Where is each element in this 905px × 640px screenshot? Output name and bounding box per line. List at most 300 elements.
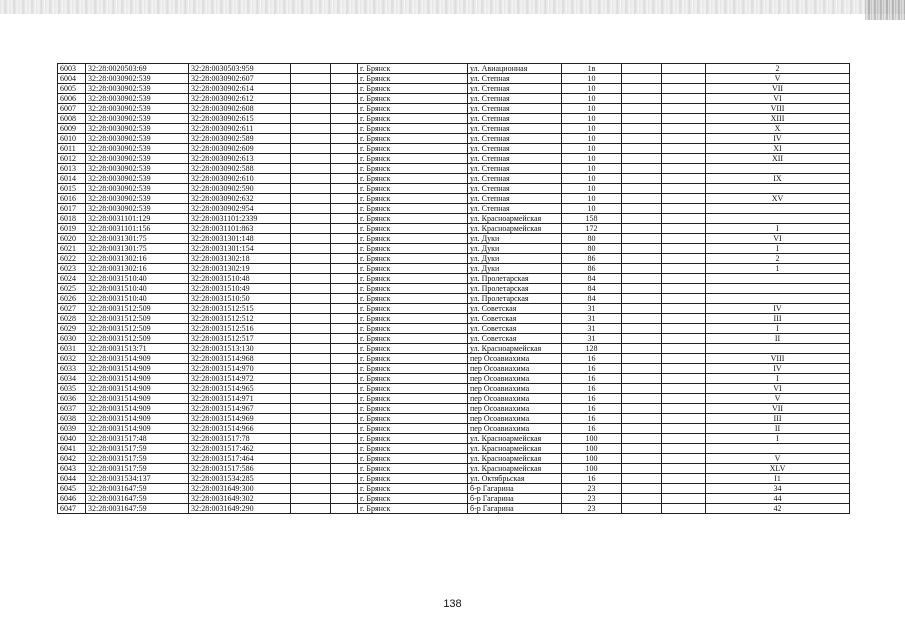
row-number: 6034	[58, 374, 86, 384]
row-number: 6013	[58, 164, 86, 174]
table-row	[58, 464, 850, 474]
table-row	[58, 504, 850, 514]
block-number: 32:28:0031514:909	[86, 374, 189, 384]
premises-number: 34	[706, 484, 850, 494]
table-row	[58, 274, 850, 284]
cadastral-number: 32:28:0030902:610	[189, 174, 291, 184]
table-row	[58, 474, 850, 484]
empty-cell	[662, 194, 706, 204]
premises-number: III	[706, 414, 850, 424]
street: пер Осоавиахима	[468, 424, 562, 434]
empty-cell	[622, 344, 662, 354]
block-number: 32:28:0031514:909	[86, 384, 189, 394]
house-number: 10	[562, 84, 622, 94]
table-row	[58, 324, 850, 334]
street: пер Осоавиахима	[468, 364, 562, 374]
empty-cell	[291, 384, 331, 394]
empty-cell	[331, 114, 358, 124]
row-number: 6042	[58, 454, 86, 464]
row-number: 6026	[58, 294, 86, 304]
empty-cell	[622, 64, 662, 74]
house-number: 16	[562, 404, 622, 414]
table-row	[58, 424, 850, 434]
house-number: 100	[562, 464, 622, 474]
empty-cell	[662, 84, 706, 94]
premises-number: VII	[706, 84, 850, 94]
empty-cell	[622, 134, 662, 144]
table-row	[58, 104, 850, 114]
empty-cell	[662, 64, 706, 74]
empty-cell	[622, 114, 662, 124]
block-number: 32:28:0031514:909	[86, 424, 189, 434]
house-number: 10	[562, 94, 622, 104]
cadastral-number: 32:28:0031517:78	[189, 434, 291, 444]
registry-table	[57, 63, 850, 514]
empty-cell	[662, 184, 706, 194]
premises-number: I	[706, 244, 850, 254]
empty-cell	[662, 404, 706, 414]
city: г. Брянск	[358, 164, 468, 174]
empty-cell	[331, 244, 358, 254]
premises-number: V	[706, 394, 850, 404]
empty-cell	[291, 224, 331, 234]
block-number: 32:28:0030902:539	[86, 134, 189, 144]
street: ул. Красноармейская	[468, 444, 562, 454]
table-row	[58, 294, 850, 304]
city: г. Брянск	[358, 304, 468, 314]
row-number: 6027	[58, 304, 86, 314]
street: пер Осоавиахима	[468, 354, 562, 364]
street: пер Осоавиахима	[468, 374, 562, 384]
table-row	[58, 164, 850, 174]
row-number: 6047	[58, 504, 86, 514]
empty-cell	[662, 434, 706, 444]
premises-number	[706, 164, 850, 174]
premises-number: 44	[706, 494, 850, 504]
empty-cell	[291, 164, 331, 174]
empty-cell	[291, 124, 331, 134]
cadastral-number: 32:28:0031302:18	[189, 254, 291, 264]
empty-cell	[662, 224, 706, 234]
empty-cell	[291, 134, 331, 144]
row-number: 6003	[58, 64, 86, 74]
cadastral-number: 32:28:0031649:300	[189, 484, 291, 494]
empty-cell	[331, 174, 358, 184]
cadastral-number: 32:28:0031649:302	[189, 494, 291, 504]
block-number: 32:28:0030902:539	[86, 124, 189, 134]
table-row	[58, 414, 850, 424]
row-number: 6029	[58, 324, 86, 334]
premises-number: 42	[706, 504, 850, 514]
empty-cell	[291, 404, 331, 414]
street: ул. Степная	[468, 154, 562, 164]
block-number: 32:28:0031534:137	[86, 474, 189, 484]
street: ул. Пролетарская	[468, 274, 562, 284]
empty-cell	[291, 264, 331, 274]
street: пер Осоавиахима	[468, 384, 562, 394]
empty-cell	[331, 424, 358, 434]
row-number: 6004	[58, 74, 86, 84]
cadastral-number: 32:28:0030902:590	[189, 184, 291, 194]
row-number: 6033	[58, 364, 86, 374]
cadastral-number: 32:28:0030902:954	[189, 204, 291, 214]
street: ул. Октябрьская	[468, 474, 562, 484]
empty-cell	[291, 424, 331, 434]
block-number: 32:28:0030902:539	[86, 144, 189, 154]
house-number: 23	[562, 494, 622, 504]
cadastral-number: 32:28:0030902:588	[189, 164, 291, 174]
street: ул. Дуки	[468, 254, 562, 264]
street: ул. Степная	[468, 164, 562, 174]
block-number: 32:28:0031512:509	[86, 304, 189, 314]
city: г. Брянск	[358, 134, 468, 144]
row-number: 6025	[58, 284, 86, 294]
cadastral-number: 32:28:0031514:967	[189, 404, 291, 414]
premises-number	[706, 184, 850, 194]
city: г. Брянск	[358, 374, 468, 384]
cadastral-number: 32:28:0031649:290	[189, 504, 291, 514]
table-row	[58, 264, 850, 274]
cadastral-number: 32:28:0030902:609	[189, 144, 291, 154]
row-number: 6011	[58, 144, 86, 154]
empty-cell	[331, 134, 358, 144]
empty-cell	[622, 124, 662, 134]
row-number: 6008	[58, 114, 86, 124]
empty-cell	[291, 494, 331, 504]
city: г. Брянск	[358, 384, 468, 394]
empty-cell	[291, 454, 331, 464]
row-number: 6018	[58, 214, 86, 224]
empty-cell	[622, 474, 662, 484]
premises-number	[706, 344, 850, 354]
empty-cell	[622, 104, 662, 114]
city: г. Брянск	[358, 204, 468, 214]
empty-cell	[331, 74, 358, 84]
street: ул. Красноармейская	[468, 214, 562, 224]
street: ул. Степная	[468, 94, 562, 104]
empty-cell	[662, 164, 706, 174]
empty-cell	[662, 174, 706, 184]
table-row	[58, 234, 850, 244]
cadastral-number: 32:28:0030902:614	[189, 84, 291, 94]
table-row	[58, 394, 850, 404]
block-number: 32:28:0031647:59	[86, 484, 189, 494]
empty-cell	[662, 484, 706, 494]
house-number: 10	[562, 104, 622, 114]
house-number: 10	[562, 114, 622, 124]
street: ул. Советская	[468, 324, 562, 334]
city: г. Брянск	[358, 94, 468, 104]
empty-cell	[622, 334, 662, 344]
block-number: 32:28:0031510:40	[86, 284, 189, 294]
city: г. Брянск	[358, 314, 468, 324]
house-number: 31	[562, 314, 622, 324]
empty-cell	[622, 494, 662, 504]
cadastral-number: 32:28:0031514:965	[189, 384, 291, 394]
empty-cell	[622, 254, 662, 264]
empty-cell	[331, 314, 358, 324]
block-number: 32:28:0030902:539	[86, 184, 189, 194]
cadastral-number: 32:28:0030902:611	[189, 124, 291, 134]
house-number: 86	[562, 254, 622, 264]
block-number: 32:28:0031512:509	[86, 314, 189, 324]
empty-cell	[291, 374, 331, 384]
empty-cell	[291, 334, 331, 344]
empty-cell	[331, 284, 358, 294]
house-number: 23	[562, 484, 622, 494]
block-number: 32:28:0031302:16	[86, 264, 189, 274]
empty-cell	[622, 244, 662, 254]
empty-cell	[662, 394, 706, 404]
empty-cell	[622, 504, 662, 514]
row-number: 6016	[58, 194, 86, 204]
house-number: 84	[562, 284, 622, 294]
city: г. Брянск	[358, 74, 468, 84]
row-number: 6043	[58, 464, 86, 474]
empty-cell	[622, 484, 662, 494]
empty-cell	[331, 154, 358, 164]
page-number: 138	[443, 598, 462, 610]
empty-cell	[622, 414, 662, 424]
house-number: 86	[562, 264, 622, 274]
premises-number	[706, 444, 850, 454]
empty-cell	[291, 64, 331, 74]
street: ул. Степная	[468, 84, 562, 94]
house-number: 10	[562, 174, 622, 184]
premises-number	[706, 204, 850, 214]
city: г. Брянск	[358, 284, 468, 294]
table-row	[58, 304, 850, 314]
city: г. Брянск	[358, 334, 468, 344]
empty-cell	[291, 74, 331, 84]
empty-cell	[331, 304, 358, 314]
empty-cell	[662, 214, 706, 224]
city: г. Брянск	[358, 274, 468, 284]
block-number: 32:28:0020503:69	[86, 64, 189, 74]
row-number: 6030	[58, 334, 86, 344]
row-number: 6006	[58, 94, 86, 104]
block-number: 32:28:0031517:59	[86, 444, 189, 454]
city: г. Брянск	[358, 364, 468, 374]
block-number: 32:28:0031101:156	[86, 224, 189, 234]
premises-number: 1	[706, 264, 850, 274]
empty-cell	[291, 304, 331, 314]
empty-cell	[331, 474, 358, 484]
empty-cell	[291, 254, 331, 264]
block-number: 32:28:0031514:909	[86, 364, 189, 374]
cadastral-number: 32:28:0030902:607	[189, 74, 291, 84]
cadastral-number: 32:28:0031101:863	[189, 224, 291, 234]
empty-cell	[331, 434, 358, 444]
house-number: 10	[562, 74, 622, 84]
table-row	[58, 494, 850, 504]
cadastral-number: 32:28:0031517:586	[189, 464, 291, 474]
empty-cell	[622, 394, 662, 404]
house-number: 16	[562, 474, 622, 484]
empty-cell	[622, 74, 662, 84]
empty-cell	[331, 414, 358, 424]
empty-cell	[622, 264, 662, 274]
premises-number	[706, 284, 850, 294]
table-row	[58, 114, 850, 124]
house-number: 16	[562, 424, 622, 434]
row-number: 6010	[58, 134, 86, 144]
empty-cell	[331, 404, 358, 414]
cadastral-number: 32:28:0031512:517	[189, 334, 291, 344]
premises-number: III	[706, 314, 850, 324]
empty-cell	[662, 274, 706, 284]
empty-cell	[622, 434, 662, 444]
empty-cell	[291, 434, 331, 444]
row-number: 6044	[58, 474, 86, 484]
table-row	[58, 224, 850, 234]
street: пер Осоавиахима	[468, 404, 562, 414]
table-row	[58, 334, 850, 344]
house-number: 31	[562, 304, 622, 314]
cadastral-number: 32:28:0030902:632	[189, 194, 291, 204]
premises-number: V	[706, 454, 850, 464]
row-number: 6014	[58, 174, 86, 184]
block-number: 32:28:0030902:539	[86, 74, 189, 84]
table-row	[58, 384, 850, 394]
block-number: 32:28:0030902:539	[86, 204, 189, 214]
empty-cell	[622, 224, 662, 234]
table-row	[58, 254, 850, 264]
cadastral-number: 32:28:0031517:464	[189, 454, 291, 464]
block-number: 32:28:0031514:909	[86, 394, 189, 404]
empty-cell	[291, 314, 331, 324]
row-number: 6032	[58, 354, 86, 364]
empty-cell	[622, 184, 662, 194]
empty-cell	[622, 234, 662, 244]
block-number: 32:28:0031512:509	[86, 334, 189, 344]
empty-cell	[622, 164, 662, 174]
row-number: 6036	[58, 394, 86, 404]
city: г. Брянск	[358, 234, 468, 244]
house-number: 16	[562, 414, 622, 424]
empty-cell	[622, 314, 662, 324]
empty-cell	[622, 364, 662, 374]
city: г. Брянск	[358, 504, 468, 514]
empty-cell	[662, 254, 706, 264]
premises-number: VII	[706, 404, 850, 414]
city: г. Брянск	[358, 464, 468, 474]
empty-cell	[662, 94, 706, 104]
house-number: 100	[562, 454, 622, 464]
cadastral-number: 32:28:0030902:615	[189, 114, 291, 124]
premises-number: VI	[706, 384, 850, 394]
row-number: 6024	[58, 274, 86, 284]
block-number: 32:28:0031517:59	[86, 454, 189, 464]
row-number: 6038	[58, 414, 86, 424]
premises-number: VI	[706, 94, 850, 104]
scan-noise-corner	[865, 0, 905, 20]
empty-cell	[622, 154, 662, 164]
row-number: 6019	[58, 224, 86, 234]
empty-cell	[291, 174, 331, 184]
row-number: 6020	[58, 234, 86, 244]
empty-cell	[331, 214, 358, 224]
row-number: 6041	[58, 444, 86, 454]
empty-cell	[662, 74, 706, 84]
empty-cell	[331, 224, 358, 234]
table-row	[58, 214, 850, 224]
house-number: 16	[562, 354, 622, 364]
empty-cell	[291, 354, 331, 364]
empty-cell	[622, 354, 662, 364]
cadastral-number: 32:28:0031517:462	[189, 444, 291, 454]
premises-number	[706, 214, 850, 224]
city: г. Брянск	[358, 494, 468, 504]
street: б-р Гагарина	[468, 494, 562, 504]
street: ул. Степная	[468, 184, 562, 194]
empty-cell	[331, 184, 358, 194]
premises-number: XII	[706, 154, 850, 164]
empty-cell	[622, 384, 662, 394]
empty-cell	[662, 334, 706, 344]
row-number: 6009	[58, 124, 86, 134]
city: г. Брянск	[358, 184, 468, 194]
city: г. Брянск	[358, 484, 468, 494]
empty-cell	[331, 334, 358, 344]
house-number: 84	[562, 294, 622, 304]
city: г. Брянск	[358, 124, 468, 134]
empty-cell	[291, 244, 331, 254]
table-row	[58, 344, 850, 354]
premises-number: IV	[706, 364, 850, 374]
empty-cell	[331, 484, 358, 494]
row-number: 6037	[58, 404, 86, 414]
cadastral-number: 32:28:0031514:968	[189, 354, 291, 364]
empty-cell	[662, 474, 706, 484]
empty-cell	[331, 504, 358, 514]
empty-cell	[622, 444, 662, 454]
block-number: 32:28:0031514:909	[86, 404, 189, 414]
block-number: 32:28:0031514:909	[86, 354, 189, 364]
street: ул. Пролетарская	[468, 284, 562, 294]
city: г. Брянск	[358, 104, 468, 114]
empty-cell	[662, 464, 706, 474]
empty-cell	[331, 374, 358, 384]
row-number: 6046	[58, 494, 86, 504]
house-number: 16	[562, 374, 622, 384]
empty-cell	[331, 464, 358, 474]
street: ул. Красноармейская	[468, 454, 562, 464]
block-number: 32:28:0030902:539	[86, 194, 189, 204]
street: ул. Советская	[468, 314, 562, 324]
table-row	[58, 134, 850, 144]
empty-cell	[331, 254, 358, 264]
cadastral-number: 32:28:0031510:49	[189, 284, 291, 294]
row-number: 6022	[58, 254, 86, 264]
row-number: 6005	[58, 84, 86, 94]
street: ул. Дуки	[468, 264, 562, 274]
city: г. Брянск	[358, 64, 468, 74]
block-number: 32:28:0030902:539	[86, 154, 189, 164]
empty-cell	[331, 124, 358, 134]
empty-cell	[291, 444, 331, 454]
city: г. Брянск	[358, 344, 468, 354]
street: ул. Красноармейская	[468, 344, 562, 354]
empty-cell	[662, 304, 706, 314]
empty-cell	[331, 264, 358, 274]
row-number: 6012	[58, 154, 86, 164]
empty-cell	[291, 204, 331, 214]
house-number: 158	[562, 214, 622, 224]
premises-number: VI	[706, 234, 850, 244]
empty-cell	[331, 94, 358, 104]
empty-cell	[331, 164, 358, 174]
